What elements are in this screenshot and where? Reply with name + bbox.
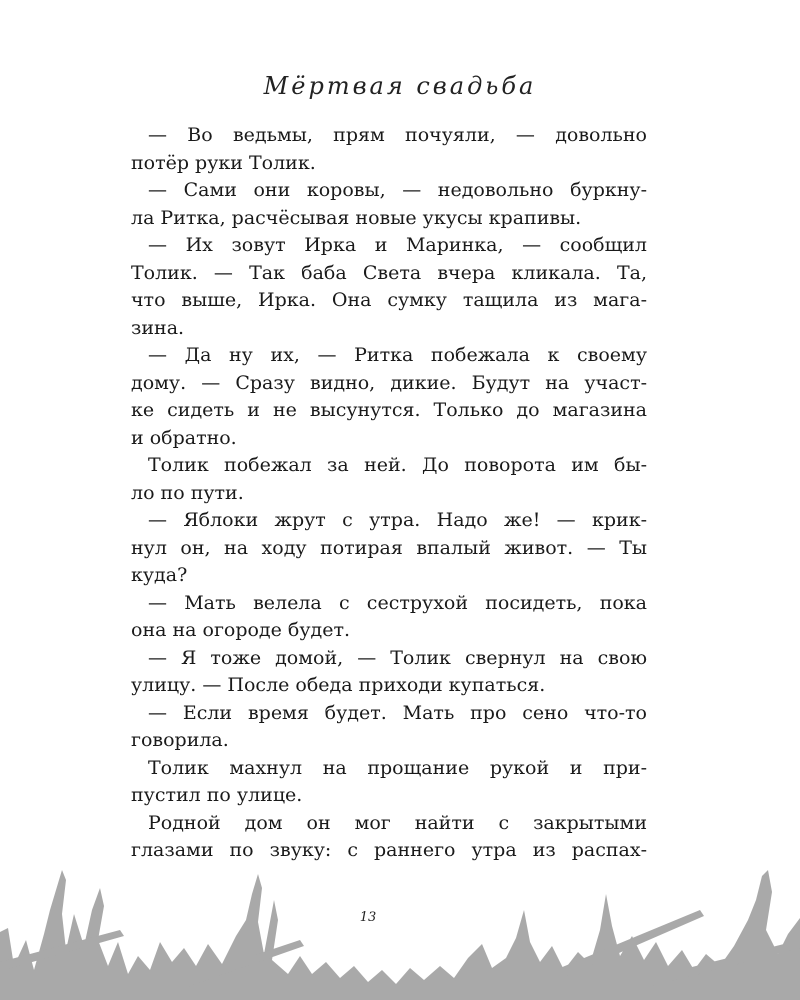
text-line: куда? bbox=[131, 564, 188, 586]
paragraph bbox=[131, 645, 647, 700]
page-header-title: Мёртвая свадьба bbox=[263, 72, 537, 100]
paragraph bbox=[131, 177, 647, 232]
text-line: улицу. — После обеда приходи купаться. bbox=[131, 674, 546, 696]
paragraph bbox=[131, 507, 647, 590]
text-line: — Мать велела с сеструхой посидеть, пока bbox=[148, 591, 647, 614]
body-text bbox=[131, 122, 647, 865]
text-line: — Да ну их, — Ритка побежала к своему bbox=[148, 344, 647, 366]
text-line: нул он, на ходу потирая впалый живот. — Ты bbox=[131, 536, 647, 559]
text-line: и обратно. bbox=[131, 426, 237, 449]
grass-silhouette-decoration bbox=[0, 870, 800, 1000]
text-line: Толик махнул на прощание рукой и при- bbox=[148, 756, 647, 779]
paragraph bbox=[131, 755, 647, 810]
paragraph bbox=[131, 810, 647, 865]
text-line: Толик. — Так баба Света вчера кликала. Та, bbox=[131, 261, 647, 284]
page-number: 13 bbox=[359, 910, 377, 925]
text-line: Родной дом он мог найти с закрытыми bbox=[148, 811, 647, 834]
text-line: она на огороде будет. bbox=[131, 619, 351, 641]
text-line: пустил по улице. bbox=[131, 784, 303, 806]
paragraph bbox=[131, 590, 647, 645]
text-line: Толик побежал за ней. До поворота им бы- bbox=[148, 454, 647, 476]
text-line: — Во ведьмы, прям почуяли, — довольно bbox=[148, 124, 647, 146]
text-line: зина. bbox=[131, 316, 185, 339]
text-line: дому. — Сразу видно, дикие. Будут на участ- bbox=[131, 371, 647, 394]
paragraph bbox=[131, 452, 647, 507]
text-line: — Яблоки жрут с утра. Надо же! — крик- bbox=[148, 509, 647, 531]
text-line: — Их зовут Ирка и Маринка, — сообщил bbox=[148, 234, 647, 256]
text-line: потёр руки Толик. bbox=[131, 151, 316, 174]
text-line: глазами по звуку: с раннего утра из распах- bbox=[131, 839, 647, 861]
text-line: что выше, Ирка. Она сумку тащила из мага- bbox=[131, 289, 647, 311]
text-line: — Сами они коровы, — недовольно буркну- bbox=[148, 179, 647, 201]
text-line: — Я тоже домой, — Толик свернул на свою bbox=[148, 646, 647, 669]
text-line: ло по пути. bbox=[131, 481, 244, 504]
paragraph bbox=[131, 342, 647, 452]
paragraph bbox=[131, 232, 647, 342]
text-line: ке сидеть и не высунутся. Только до магазина bbox=[131, 399, 647, 421]
text-line: ла Ритка, расчёсывая новые укусы крапивы. bbox=[131, 206, 582, 229]
paragraph bbox=[131, 122, 647, 177]
text-line: говорила. bbox=[131, 729, 229, 751]
paragraph bbox=[131, 700, 647, 755]
text-line: — Если время будет. Мать про сено что-то bbox=[148, 701, 647, 724]
